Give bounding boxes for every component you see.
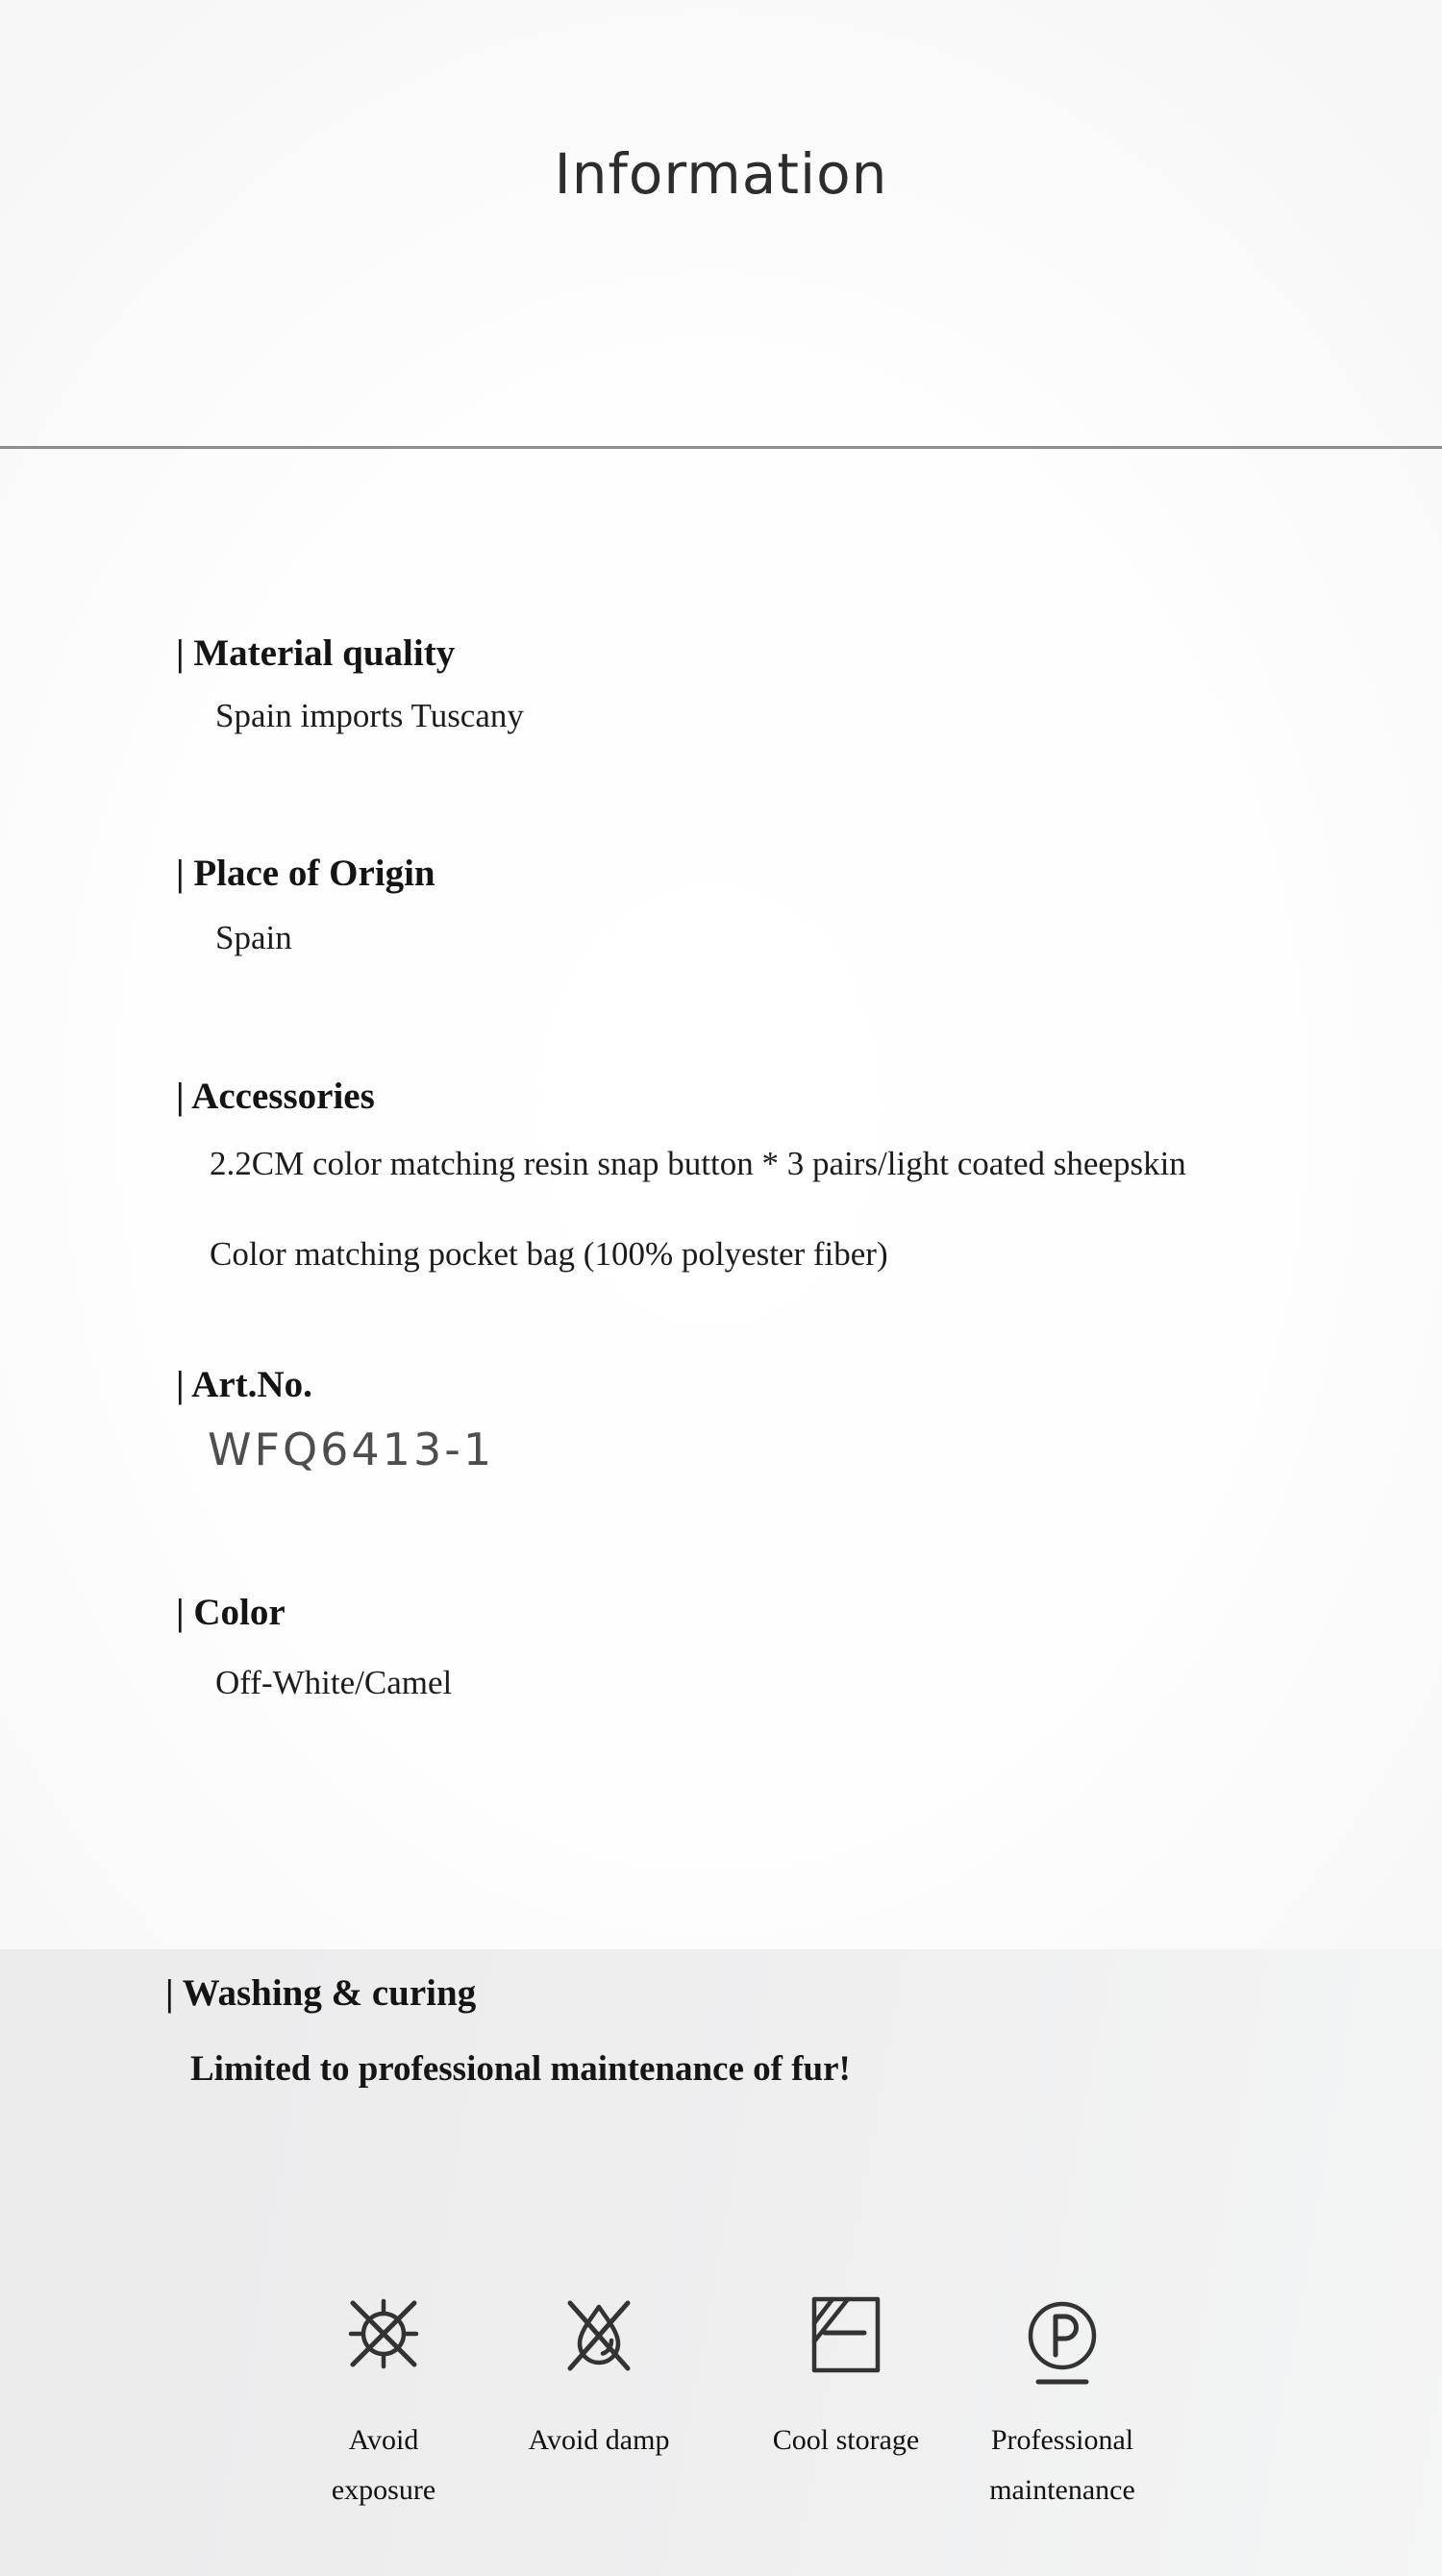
care-item-avoid-exposure — [273, 2293, 494, 2572]
care-label: Avoid — [348, 2424, 419, 2456]
care-item-avoid-damp — [488, 2293, 709, 2572]
page-title: Information — [554, 141, 888, 207]
color-heading: | Color — [176, 1592, 286, 1633]
washing-curing-heading: | Washing & curing — [165, 1972, 477, 2014]
cool-storage-icon — [735, 2293, 957, 2378]
care-item-professional-maintenance — [952, 2293, 1173, 2572]
material-quality-heading: | Material quality — [176, 632, 456, 674]
care-label: Avoid damp — [528, 2424, 670, 2456]
place-of-origin-value: Spain — [215, 919, 292, 956]
color-value: Off-White/Camel — [215, 1664, 453, 1701]
section-divider — [0, 446, 1442, 449]
avoid-exposure-icon — [273, 2293, 494, 2374]
accessories-heading: | Accessories — [176, 1076, 375, 1117]
accessories-line-1: 2.2CM color matching resin snap button * 3 pairs/light coated sheepskin — [210, 1145, 1186, 1182]
care-label: Cool storage — [772, 2424, 920, 2456]
care-label: maintenance — [989, 2474, 1135, 2506]
art-no-heading: | Art.No. — [176, 1364, 312, 1405]
washing-curing-section — [0, 1949, 1442, 2576]
washing-curing-note: Limited to professional maintenance of fur! — [190, 2049, 851, 2089]
professional-maintenance-icon — [952, 2293, 1173, 2391]
care-item-cool-storage — [735, 2293, 957, 2572]
avoid-damp-icon — [488, 2293, 709, 2374]
material-quality-value: Spain imports Tuscany — [215, 697, 524, 734]
care-label: Professional — [990, 2424, 1134, 2456]
accessories-line-2: Color matching pocket bag (100% polyester fiber) — [210, 1235, 888, 1273]
place-of-origin-heading: | Place of Origin — [176, 853, 435, 894]
care-label: exposure — [331, 2474, 436, 2506]
art-no-value: WFQ6413-1 — [208, 1424, 495, 1475]
